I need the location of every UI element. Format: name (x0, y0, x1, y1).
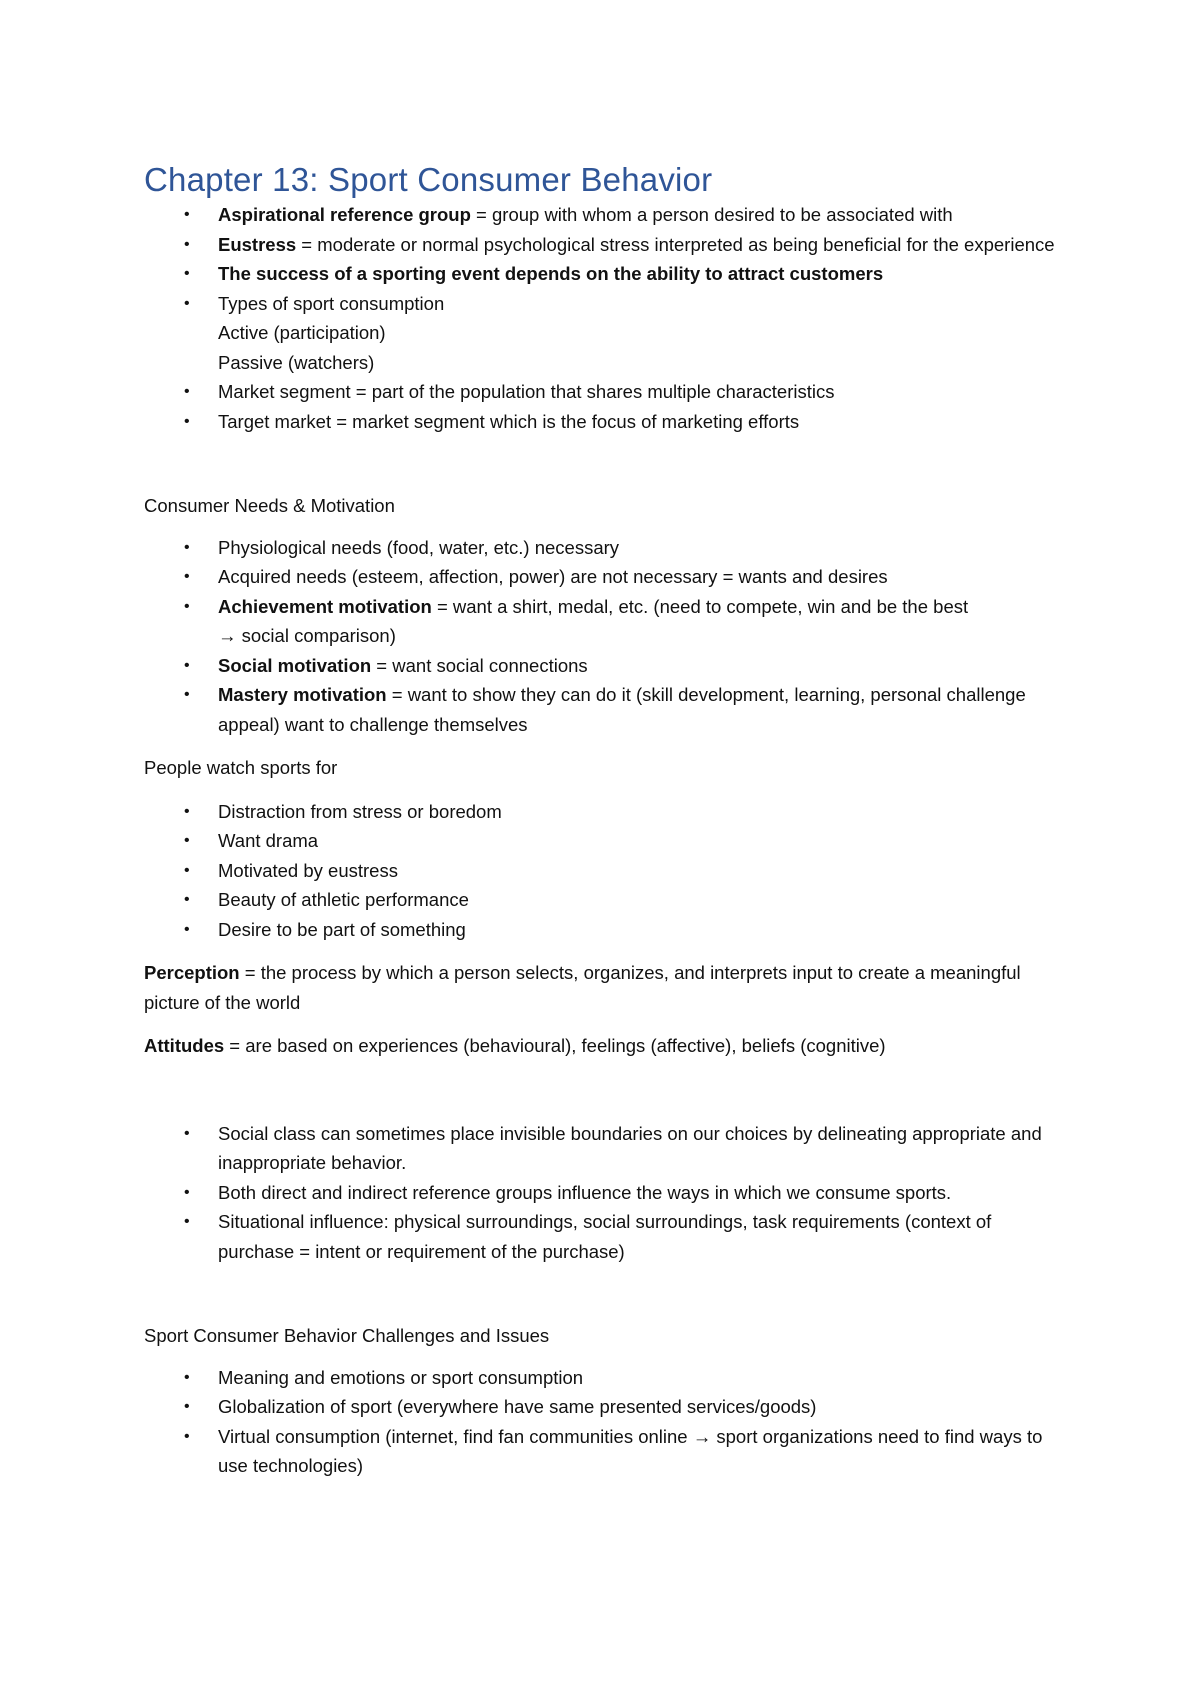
challenges-list (144, 1363, 1064, 1481)
list-text: Distraction from stress or boredom (218, 800, 502, 822)
arrow-right-icon: → (692, 1425, 712, 1447)
bullet-icon: • (184, 861, 190, 879)
sub-line: Passive (watchers) (218, 351, 375, 373)
list-text: Virtual consumption (internet, find fan communities online (218, 1425, 693, 1447)
list-text: Acquired needs (esteem, affection, power) are not necessary = wants and desires (218, 566, 888, 587)
bullet-icon: • (184, 235, 190, 253)
bullet-icon: • (184, 686, 190, 703)
bullet-icon: • (184, 538, 190, 556)
list-item (144, 230, 1064, 260)
bullet-icon: • (184, 1183, 190, 1201)
list-text: Social class can sometimes place invisible boundaries on our choices by delineating appropriate and inappropriate behavior. (218, 1122, 1042, 1173)
term: Eustress (218, 233, 297, 255)
definition: = want a shirt, medal, etc. (need to compete, win and be the best (431, 595, 969, 617)
bullet-icon: • (184, 1213, 190, 1230)
list-item (144, 533, 1064, 563)
list-item (144, 259, 1064, 289)
list-item (144, 915, 1064, 945)
bullet-icon: • (184, 1368, 190, 1386)
definition: = moderate or normal psychological stress interpreted as being beneficial for the experience (296, 233, 1055, 255)
bullet-icon: • (184, 383, 190, 400)
term: Aspirational reference group (218, 204, 471, 225)
section-heading: Sport Consumer Behavior Challenges and Issues (144, 1325, 550, 1346)
definition: social comparison) (236, 625, 396, 646)
list-item (144, 407, 1064, 437)
attitudes-paragraph (144, 1031, 1064, 1061)
definition: = are based on experiences (behavioural), feelings (affective), beliefs (cognitive) (224, 1035, 886, 1056)
watch-list (144, 797, 1064, 945)
list-item (144, 377, 1064, 407)
bold-statement: The success of a sporting event depends on the ability to attract customers (218, 263, 884, 284)
needs-list (144, 533, 1064, 740)
list-item (144, 1422, 1064, 1481)
list-item (144, 885, 1064, 915)
bullet-icon: • (184, 568, 190, 585)
list-item (144, 651, 1064, 681)
definition: = want social connections (371, 654, 588, 676)
list-text: Motivated by eustress (218, 859, 398, 881)
list-item (144, 289, 1064, 378)
list-item (144, 826, 1064, 856)
bullet-icon: • (184, 265, 190, 282)
definition: = group with whom a person desired to be associated with (470, 204, 953, 225)
bullet-icon: • (184, 832, 190, 849)
list-text: Target market = market segment which is the focus of marketing efforts (218, 410, 800, 432)
arrow-right-icon: → (218, 625, 237, 646)
bullet-icon: • (184, 891, 190, 908)
list-item (144, 200, 1064, 230)
list-item (144, 1178, 1064, 1208)
term: Mastery motivation (218, 684, 387, 705)
list-text: Desire to be part of something (218, 918, 466, 940)
bullet-icon: • (184, 920, 190, 938)
bullet-icon: • (184, 412, 190, 430)
perception-paragraph (144, 958, 1064, 1017)
influences-list (144, 1119, 1064, 1267)
section-heading: Consumer Needs & Motivation (144, 495, 395, 516)
list-item (144, 680, 1064, 739)
bullet-icon: • (184, 294, 190, 312)
list-text: Beauty of athletic performance (218, 889, 469, 910)
list-text: Globalization of sport (everywhere have same presented services/goods) (218, 1396, 817, 1417)
list-text: Situational influence: physical surroundings, social surroundings, task requirements (context of purchase = intent or requirement of the purchase) (218, 1211, 992, 1262)
list-item (144, 1119, 1064, 1178)
bullet-icon: • (184, 1398, 190, 1415)
list-item (144, 797, 1064, 827)
intro-list (144, 200, 1064, 436)
list-item (144, 856, 1064, 886)
list-item (144, 1207, 1064, 1266)
term: Achievement motivation (218, 595, 432, 617)
term: Perception (144, 962, 240, 983)
bullet-icon: • (184, 206, 190, 223)
term: Social motivation (218, 654, 372, 676)
list-text: Both direct and indirect reference groups influence the ways in which we consume sports. (218, 1181, 952, 1203)
term: Attitudes (144, 1035, 225, 1056)
bullet-icon: • (184, 597, 190, 615)
list-item (144, 1392, 1064, 1422)
section-heading: People watch sports for (144, 757, 338, 778)
list-item (144, 562, 1064, 592)
bullet-icon: • (184, 1427, 190, 1445)
list-text: Market segment = part of the population that shares multiple characteristics (218, 381, 835, 402)
list-text: sport organizations need to find ways to use technologies) (218, 1425, 1043, 1476)
list-item (144, 1363, 1064, 1393)
definition: = the process by which a person selects, organizes, and interprets input to create a meaningful picture of the world (144, 962, 1021, 1013)
document-body (144, 160, 1064, 1481)
list-text: Types of sport consumption (218, 292, 445, 314)
list-text: Want drama (218, 830, 319, 851)
bullet-icon: • (184, 802, 190, 820)
definition: = want to show they can do it (skill development, learning, personal challenge appeal) want to challenge themselves (218, 684, 1026, 735)
list-text: Physiological needs (food, water, etc.) necessary (218, 536, 620, 558)
sub-line: Active (participation) (218, 322, 386, 343)
page-title: Chapter 13: Sport Consumer Behavior (144, 161, 713, 198)
bullet-icon: • (184, 1124, 190, 1142)
bullet-icon: • (184, 656, 190, 674)
list-item (144, 592, 1064, 651)
list-text: Meaning and emotions or sport consumption (218, 1366, 584, 1388)
